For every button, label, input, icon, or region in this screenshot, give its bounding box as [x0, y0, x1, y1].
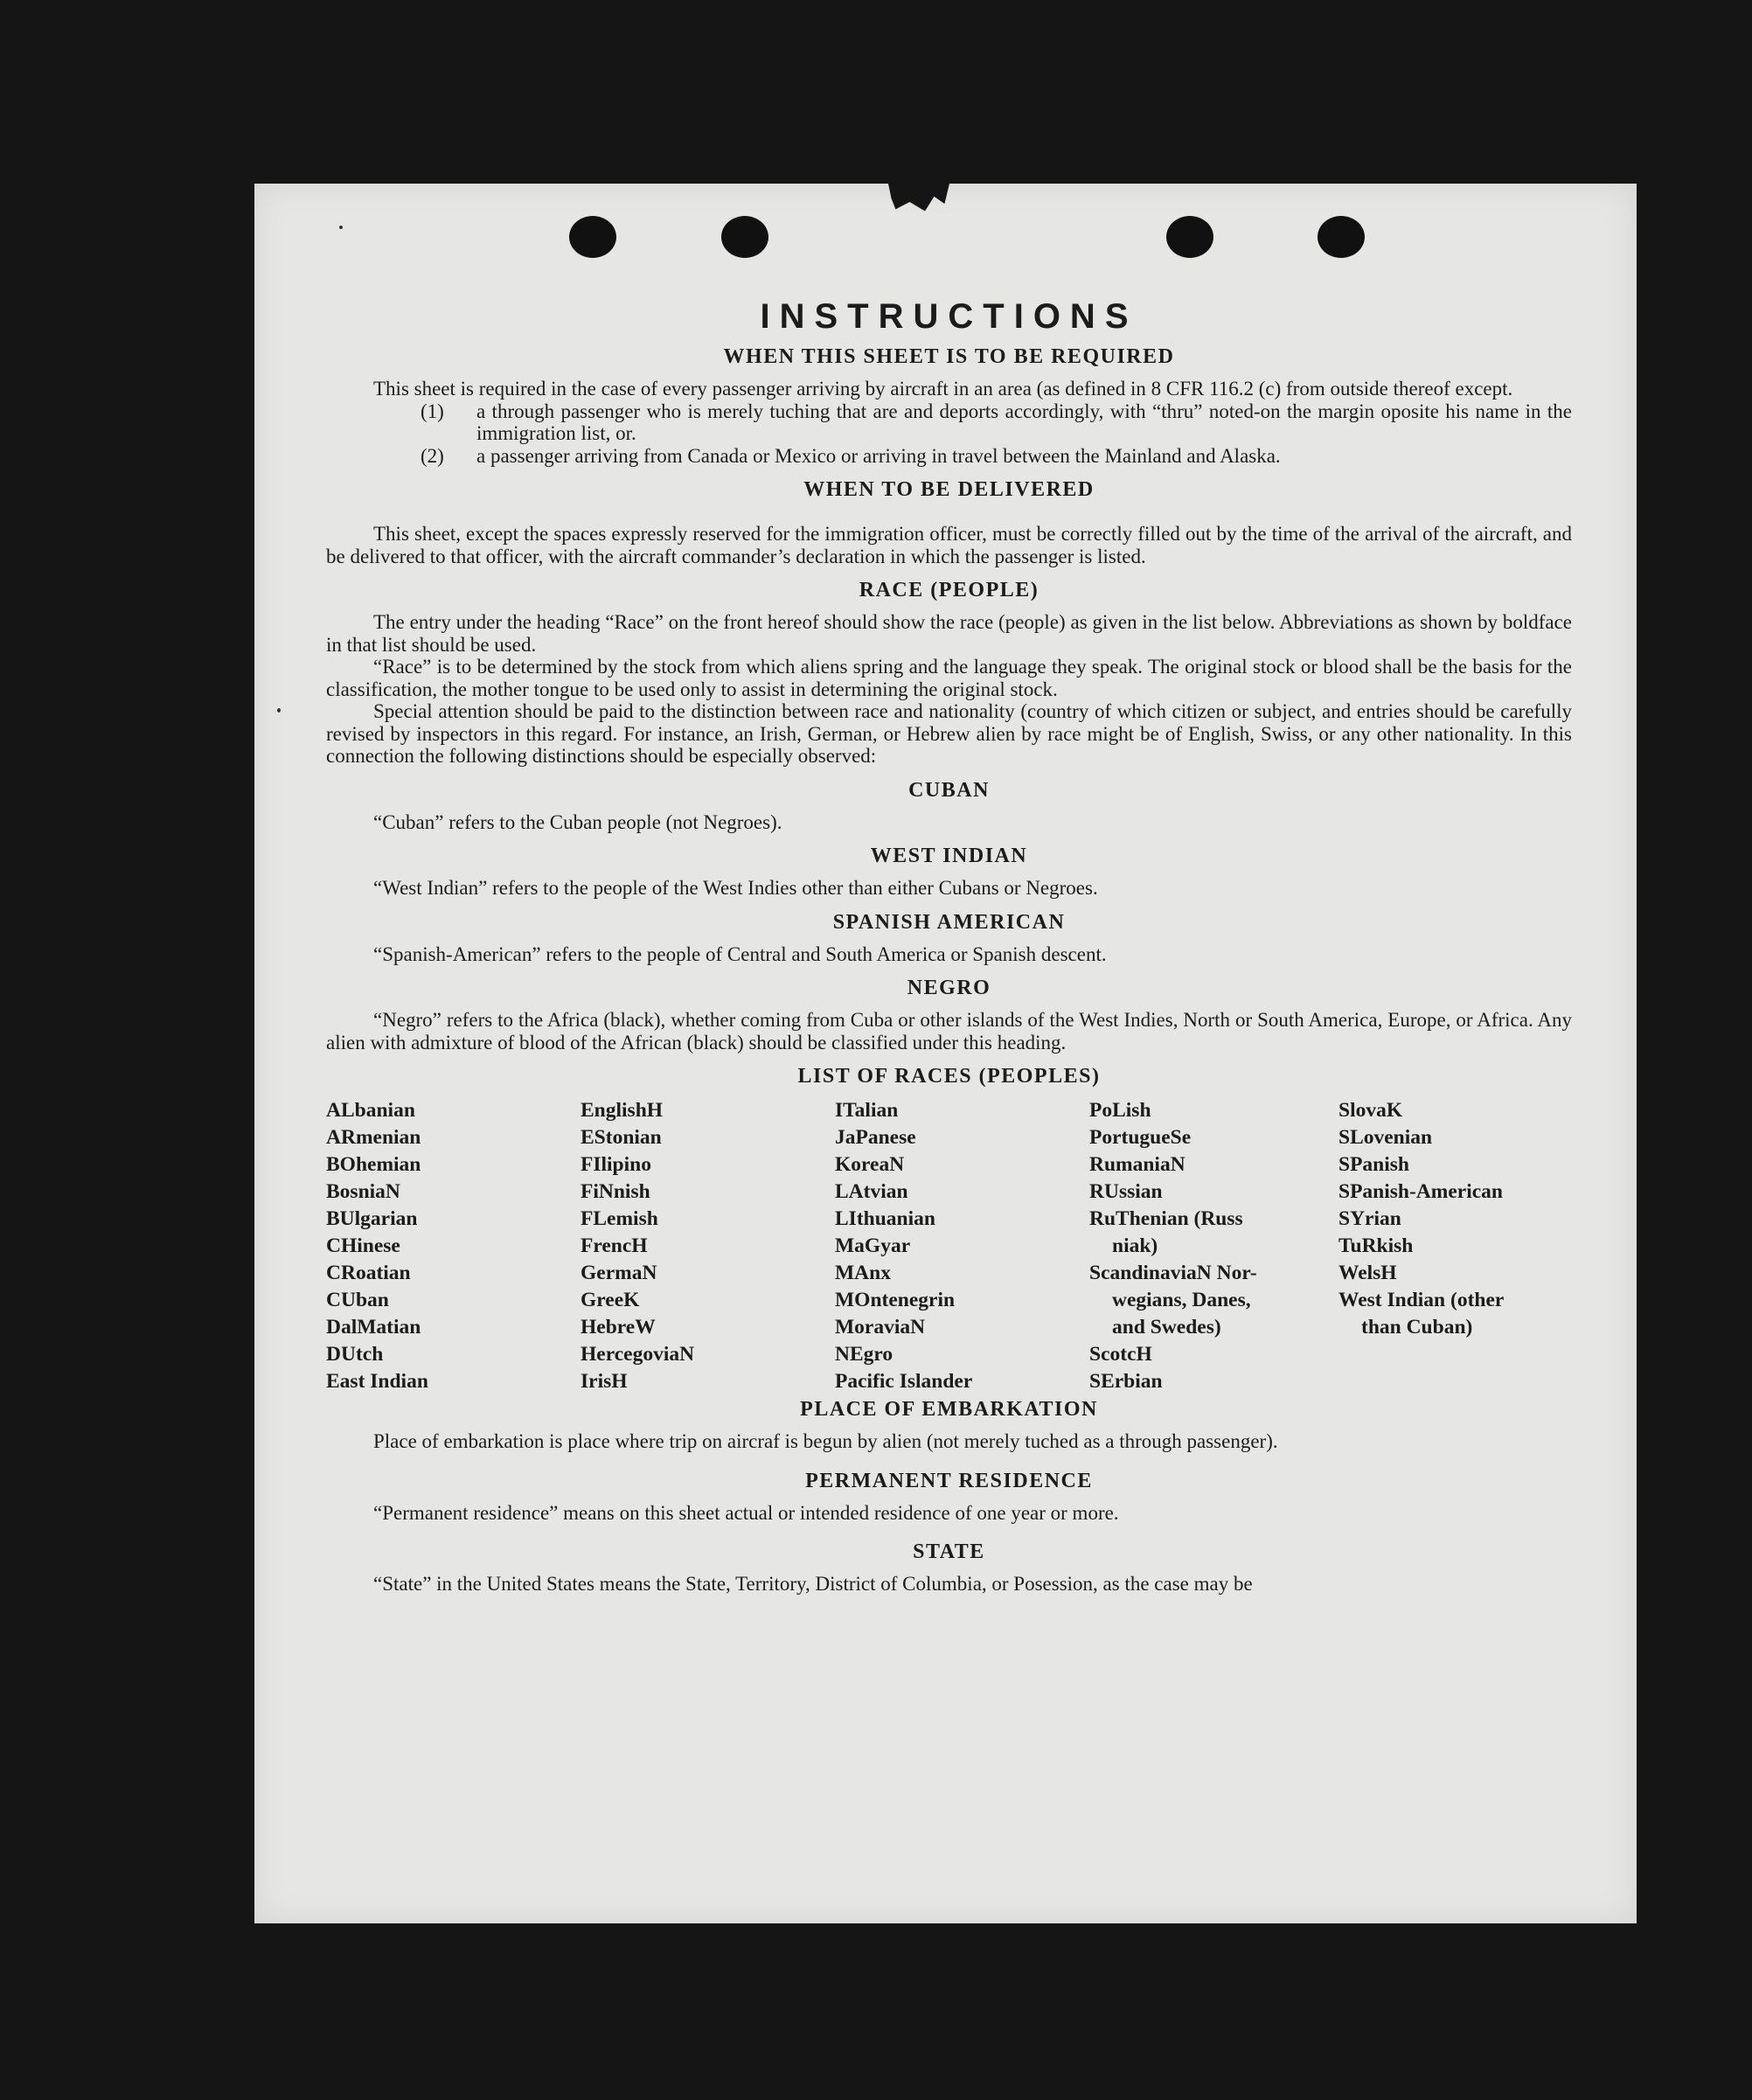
race-entry: ALbanian [326, 1099, 415, 1122]
speck [339, 226, 343, 229]
race-entry: MOntenegrin [835, 1289, 956, 1311]
race-entry: SPanish-American [1338, 1180, 1503, 1203]
heading-list-of-races: LIST OF RACES (PEOPLES) [797, 1065, 1101, 1088]
item-number: (1) [421, 400, 444, 422]
race-entry: LAtvian [835, 1180, 908, 1203]
races-column-1 [326, 1097, 581, 1395]
race-entry: CHinese [326, 1234, 400, 1257]
heading-state: STATE [913, 1540, 985, 1563]
race-entry: FLemish [581, 1207, 658, 1230]
race-entry: ScotcH [1089, 1343, 1152, 1366]
race-entry-continued: and Swedes) [1112, 1316, 1221, 1339]
race-entry: SlovaK [1338, 1099, 1403, 1122]
race-entry: FrencH [581, 1234, 648, 1257]
race-entry: SPanish [1338, 1153, 1409, 1176]
race-entry: FiNnish [581, 1180, 650, 1203]
race-paragraph-1: The entry under the heading “Race” on the front hereof should show the race (people) as given in the list below. Abbreviations as shown by boldface in that list should be used. [326, 611, 1572, 656]
race-paragraph-3: Special attention should be paid to the distinction between race and nationality (country of which citizen or subject, and entries should be carefully revised by inspectors in this regard. For instance, an Irish, German, or Hebrew alien by race might be of English, Swiss, or any other nationality. In this connection the following distinctions should be especially observed: [326, 700, 1572, 767]
race-entry: East Indian [326, 1370, 428, 1393]
heading-when-required: WHEN THIS SHEET IS TO BE REQUIRED [723, 345, 1175, 368]
race-entry: HebreW [581, 1316, 656, 1339]
race-entry: LIthuanian [835, 1207, 935, 1230]
document-page [254, 184, 1637, 1923]
race-entry-continued: wegians, Danes, [1112, 1289, 1251, 1311]
torn-edge [888, 184, 949, 220]
races-list [326, 1097, 1572, 1395]
heading-negro: NEGRO [907, 977, 991, 999]
punch-hole [721, 216, 768, 258]
race-entry: CRoatian [326, 1262, 411, 1284]
west-indian-text: “West Indian” refers to the people of the West Indies other than either Cubans or Negroes. [373, 877, 1098, 899]
race-entry: SErbian [1089, 1370, 1163, 1393]
embarkation-text: Place of embarkation is place where trip on aircraf is begun by alien (not merely tuched as a through passenger). [373, 1430, 1278, 1452]
race-entry: RumaniaN [1089, 1153, 1185, 1176]
page-title: INSTRUCTIONS [760, 297, 1138, 336]
race-entry: BosniaN [326, 1180, 400, 1203]
race-entry: GermaN [581, 1262, 657, 1284]
heading-race: RACE (PEOPLE) [859, 579, 1039, 601]
race-entry: EStonian [581, 1126, 662, 1149]
punch-hole [1166, 216, 1213, 258]
item-text: a through passenger who is merely tuching that are and deports accordingly, with “thru” noted-on the margin oposite his name in the immigration list, or. [476, 400, 1572, 444]
race-entry: RUssian [1089, 1180, 1163, 1203]
race-entry: MoraviaN [835, 1316, 926, 1339]
race-entry: ScandinaviaN Nor- [1089, 1262, 1257, 1284]
race-entry: BUlgarian [326, 1207, 418, 1230]
race-paragraph-2: “Race” is to be determined by the stock from which aliens spring and the language they speak. The original stock or blood shall be the basis for the classification, the mother tongue to be used only to assist in determining the original stock. [326, 656, 1572, 700]
race-entry: DalMatian [326, 1316, 421, 1339]
spanish-american-text: “Spanish-American” refers to the people of Central and South America or Spanish descent. [373, 942, 1107, 965]
race-entry: MAnx [835, 1262, 891, 1284]
race-entry: West Indian (other [1338, 1289, 1505, 1311]
races-column-4 [1089, 1097, 1338, 1395]
race-entry: DUtch [326, 1343, 384, 1366]
item-text: a passenger arriving from Canada or Mexico or arriving in travel between the Mainland and Alaska. [476, 444, 1281, 467]
race-entry-continued: niak) [1112, 1234, 1158, 1257]
race-entry: EnglishH [581, 1099, 664, 1122]
race-entry: JaPanese [835, 1126, 916, 1149]
races-column-3 [835, 1097, 1089, 1395]
instructions-content [326, 297, 1572, 1596]
race-entry: Pacific Islander [835, 1370, 973, 1393]
race-entry-continued: than Cuban) [1361, 1316, 1473, 1339]
race-entry: PoLish [1089, 1099, 1151, 1122]
heading-spanish-american: SPANISH AMERICAN [832, 910, 1066, 934]
punch-hole [569, 216, 616, 258]
race-entry: GreeK [581, 1289, 640, 1311]
required-item [421, 400, 1572, 445]
race-entry: FIlipino [581, 1153, 651, 1176]
race-entry: MaGyar [835, 1234, 911, 1257]
race-entry: ARmenian [326, 1126, 421, 1149]
required-intro: This sheet is required in the case of every passenger arriving by aircraft in an area (as defined in 8 CFR 116.2 (c) from outside thereof except. [373, 378, 1513, 400]
speck [277, 708, 281, 713]
race-entry: WelsH [1338, 1262, 1397, 1284]
race-entry: HercegoviaN [581, 1343, 695, 1366]
heading-cuban: CUBAN [908, 778, 990, 802]
heading-when-delivered: WHEN TO BE DELIVERED [803, 478, 1095, 501]
races-column-5 [1338, 1097, 1566, 1395]
state-text: “State” in the United States means the State, Territory, District of Columbia, or Posession, as the case may be [373, 1573, 1253, 1595]
race-entry: SLovenian [1338, 1126, 1433, 1149]
heading-west-indian: WEST INDIAN [870, 845, 1028, 867]
race-entry: ITalian [835, 1099, 899, 1122]
negro-text: “Negro” refers to the Africa (black), whether coming from Cuba or other islands of the West Indies, North or South America, Europe, or Africa. Any alien with admixture of blood of the African (black) should be classified under this heading. [326, 1009, 1572, 1053]
race-entry: IrisH [581, 1370, 628, 1393]
race-entry: SYrian [1338, 1207, 1401, 1230]
race-entry: BOhemian [326, 1153, 421, 1176]
delivered-text: This sheet, except the spaces expressly reserved for the immigration officer, must be correctly filled out by the time of the arrival of the aircraft, and be delivered to that officer, with the aircraft commander’s declaration in which the passenger is listed. [326, 523, 1572, 567]
punch-hole [1317, 216, 1365, 258]
race-entry: NEgro [835, 1343, 893, 1366]
residence-text: “Permanent residence” means on this sheet actual or intended residence of one year or more. [373, 1501, 1119, 1524]
heading-permanent-residence: PERMANENT RESIDENCE [805, 1469, 1093, 1492]
race-entry: CUban [326, 1289, 389, 1311]
required-item [421, 445, 1572, 468]
race-entry: TuRkish [1338, 1234, 1414, 1257]
race-entry: KoreaN [835, 1153, 905, 1176]
race-entry: PortugueSe [1089, 1126, 1192, 1149]
heading-place-of-embarkation: PLACE OF EMBARKATION [800, 1398, 1098, 1421]
cuban-text: “Cuban” refers to the Cuban people (not Negroes). [373, 810, 782, 833]
race-entry-continued: RuThenian (Russ [1089, 1207, 1243, 1230]
item-number: (2) [421, 444, 444, 467]
races-column-2 [581, 1097, 835, 1395]
